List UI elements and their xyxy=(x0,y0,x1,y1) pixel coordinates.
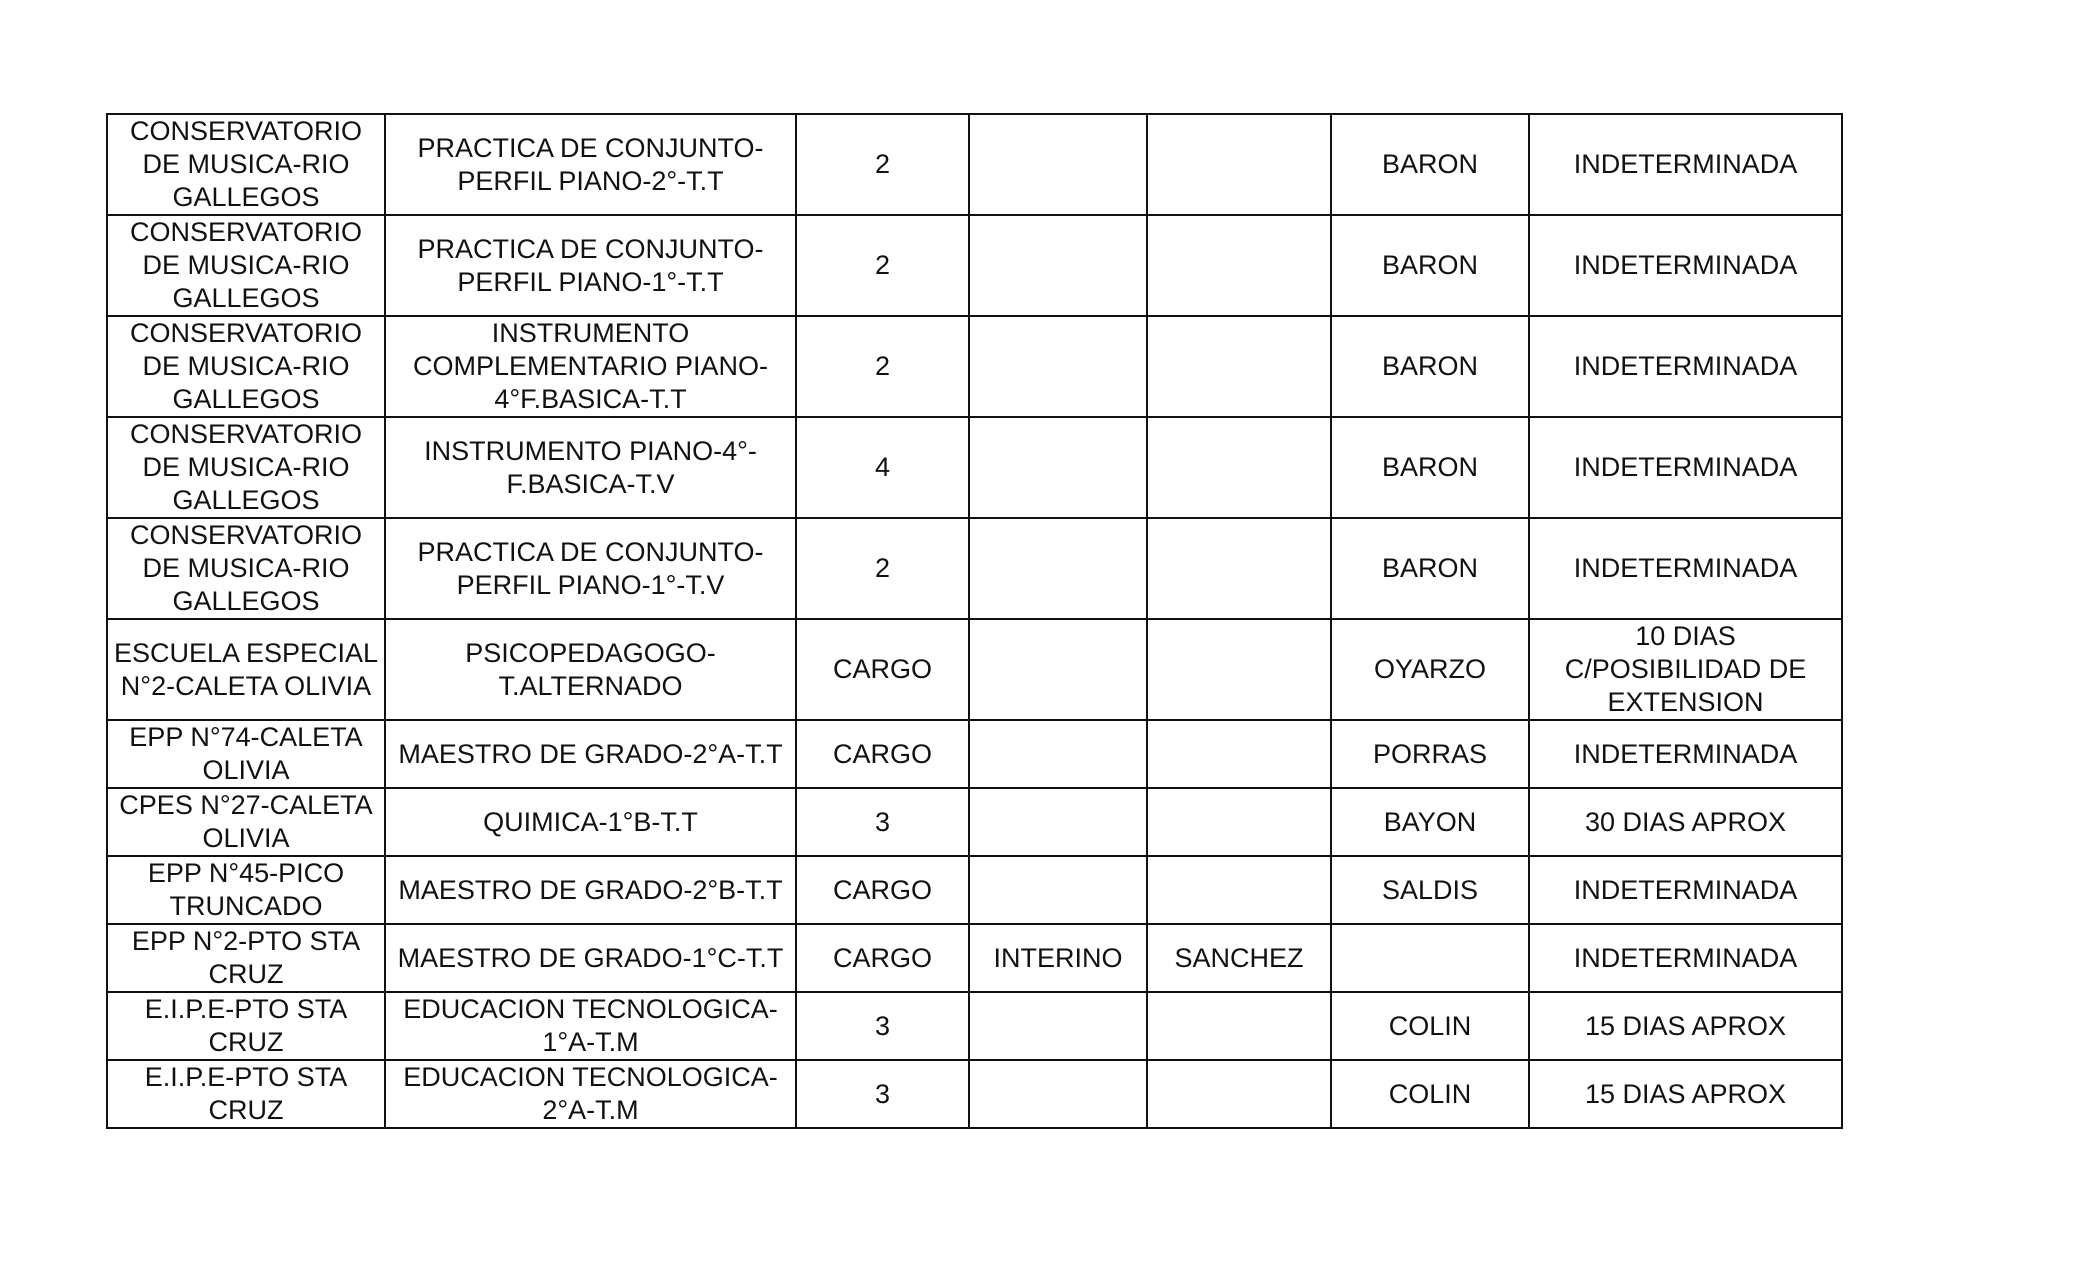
replaced-cell: OYARZO xyxy=(1331,619,1529,720)
table-row xyxy=(107,788,1842,856)
status-cell xyxy=(969,788,1147,856)
duration-cell: 15 DIAS APROX xyxy=(1529,1060,1842,1128)
replaced-cell: BARON xyxy=(1331,518,1529,619)
school-cell: CONSERVATORIO DE MUSICA-RIO GALLEGOS xyxy=(107,518,385,619)
subject-cell: MAESTRO DE GRADO-2°B-T.T xyxy=(385,856,796,924)
school-cell: ESCUELA ESPECIAL N°2-CALETA OLIVIA xyxy=(107,619,385,720)
status-cell xyxy=(969,316,1147,417)
subject-cell: EDUCACION TECNOLOGICA- 1°A-T.M xyxy=(385,992,796,1060)
table-row xyxy=(107,1060,1842,1128)
table-row xyxy=(107,924,1842,992)
duration-cell: INDETERMINADA xyxy=(1529,417,1842,518)
table-row xyxy=(107,619,1842,720)
holder-cell xyxy=(1147,114,1331,215)
replaced-cell: BARON xyxy=(1331,316,1529,417)
replaced-cell: BARON xyxy=(1331,114,1529,215)
replaced-cell: BARON xyxy=(1331,215,1529,316)
replaced-cell: BAYON xyxy=(1331,788,1529,856)
holder-cell xyxy=(1147,417,1331,518)
status-cell xyxy=(969,518,1147,619)
hours-cell: CARGO xyxy=(796,924,969,992)
replaced-cell: BARON xyxy=(1331,417,1529,518)
table-row xyxy=(107,518,1842,619)
subject-cell: EDUCACION TECNOLOGICA- 2°A-T.M xyxy=(385,1060,796,1128)
subject-cell: MAESTRO DE GRADO-2°A-T.T xyxy=(385,720,796,788)
subject-cell: PRACTICA DE CONJUNTO- PERFIL PIANO-1°-T.V xyxy=(385,518,796,619)
table-row xyxy=(107,215,1842,316)
status-cell xyxy=(969,215,1147,316)
table-row xyxy=(107,992,1842,1060)
status-cell xyxy=(969,1060,1147,1128)
status-cell xyxy=(969,992,1147,1060)
vacancies-table xyxy=(106,113,1843,1129)
hours-cell: CARGO xyxy=(796,856,969,924)
holder-cell xyxy=(1147,720,1331,788)
hours-cell: 2 xyxy=(796,316,969,417)
table-row xyxy=(107,316,1842,417)
holder-cell xyxy=(1147,856,1331,924)
hours-cell: 2 xyxy=(796,518,969,619)
duration-cell: INDETERMINADA xyxy=(1529,856,1842,924)
school-cell: CPES N°27-CALETA OLIVIA xyxy=(107,788,385,856)
school-cell: EPP N°74-CALETA OLIVIA xyxy=(107,720,385,788)
replaced-cell: COLIN xyxy=(1331,1060,1529,1128)
subject-cell: MAESTRO DE GRADO-1°C-T.T xyxy=(385,924,796,992)
duration-cell: 30 DIAS APROX xyxy=(1529,788,1842,856)
subject-cell: PRACTICA DE CONJUNTO- PERFIL PIANO-2°-T.T xyxy=(385,114,796,215)
hours-cell: 2 xyxy=(796,114,969,215)
status-cell xyxy=(969,114,1147,215)
duration-cell: INDETERMINADA xyxy=(1529,518,1842,619)
subject-cell: PRACTICA DE CONJUNTO- PERFIL PIANO-1°-T.T xyxy=(385,215,796,316)
hours-cell: CARGO xyxy=(796,720,969,788)
holder-cell: SANCHEZ xyxy=(1147,924,1331,992)
holder-cell xyxy=(1147,316,1331,417)
status-cell: INTERINO xyxy=(969,924,1147,992)
school-cell: CONSERVATORIO DE MUSICA-RIO GALLEGOS xyxy=(107,316,385,417)
holder-cell xyxy=(1147,1060,1331,1128)
table-row xyxy=(107,417,1842,518)
holder-cell xyxy=(1147,518,1331,619)
status-cell xyxy=(969,417,1147,518)
duration-cell: INDETERMINADA xyxy=(1529,215,1842,316)
table-row xyxy=(107,856,1842,924)
duration-cell: 10 DIAS C/POSIBILIDAD DE EXTENSION xyxy=(1529,619,1842,720)
school-cell: CONSERVATORIO DE MUSICA-RIO GALLEGOS xyxy=(107,114,385,215)
school-cell: E.I.P.E-PTO STA CRUZ xyxy=(107,992,385,1060)
duration-cell: INDETERMINADA xyxy=(1529,114,1842,215)
status-cell xyxy=(969,619,1147,720)
table-row xyxy=(107,114,1842,215)
duration-cell: 15 DIAS APROX xyxy=(1529,992,1842,1060)
holder-cell xyxy=(1147,788,1331,856)
duration-cell: INDETERMINADA xyxy=(1529,316,1842,417)
school-cell: E.I.P.E-PTO STA CRUZ xyxy=(107,1060,385,1128)
duration-cell: INDETERMINADA xyxy=(1529,720,1842,788)
hours-cell: 3 xyxy=(796,992,969,1060)
holder-cell xyxy=(1147,619,1331,720)
holder-cell xyxy=(1147,992,1331,1060)
table-row xyxy=(107,720,1842,788)
hours-cell: 4 xyxy=(796,417,969,518)
school-cell: EPP N°45-PICO TRUNCADO xyxy=(107,856,385,924)
school-cell: EPP N°2-PTO STA CRUZ xyxy=(107,924,385,992)
school-cell: CONSERVATORIO DE MUSICA-RIO GALLEGOS xyxy=(107,215,385,316)
duration-cell: INDETERMINADA xyxy=(1529,924,1842,992)
hours-cell: 3 xyxy=(796,788,969,856)
subject-cell: INSTRUMENTO COMPLEMENTARIO PIANO- 4°F.BASICA-T.T xyxy=(385,316,796,417)
replaced-cell: PORRAS xyxy=(1331,720,1529,788)
hours-cell: 3 xyxy=(796,1060,969,1128)
replaced-cell: COLIN xyxy=(1331,992,1529,1060)
school-cell: CONSERVATORIO DE MUSICA-RIO GALLEGOS xyxy=(107,417,385,518)
hours-cell: 2 xyxy=(796,215,969,316)
holder-cell xyxy=(1147,215,1331,316)
hours-cell: CARGO xyxy=(796,619,969,720)
subject-cell: PSICOPEDAGOGO- T.ALTERNADO xyxy=(385,619,796,720)
subject-cell: QUIMICA-1°B-T.T xyxy=(385,788,796,856)
subject-cell: INSTRUMENTO PIANO-4°- F.BASICA-T.V xyxy=(385,417,796,518)
status-cell xyxy=(969,856,1147,924)
status-cell xyxy=(969,720,1147,788)
replaced-cell: SALDIS xyxy=(1331,856,1529,924)
replaced-cell xyxy=(1331,924,1529,992)
